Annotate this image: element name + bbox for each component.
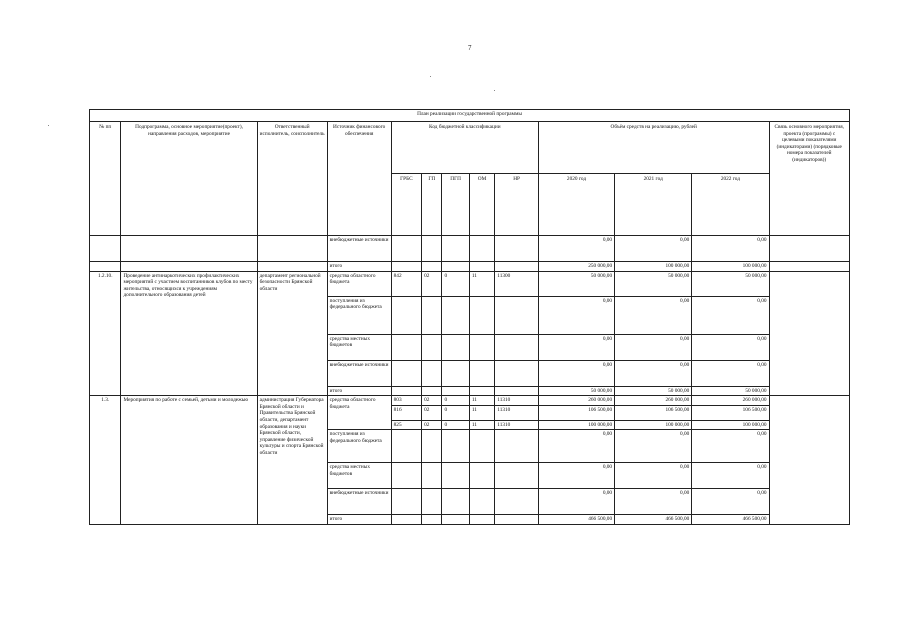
value-2021: 0,00 bbox=[615, 296, 692, 334]
header-om: ОМ bbox=[469, 174, 494, 236]
value-2021: 0,00 bbox=[615, 236, 692, 262]
scan-speck bbox=[48, 125, 49, 126]
header-2020: 2020 год bbox=[538, 174, 614, 236]
source-cell: поступления из федерального бюджета bbox=[327, 296, 391, 334]
source-cell: итого bbox=[327, 262, 391, 272]
value-2021: 50 000,00 bbox=[615, 271, 692, 296]
om-code: 11 bbox=[469, 396, 494, 406]
header-indicator-link: Связь основного мероприятия, проекта (программы) с целевыми показателями (индикаторами) (порядковые номера показателей (индикаторов)) bbox=[769, 122, 850, 236]
value-2020: 106 500,00 bbox=[538, 405, 614, 420]
value-2021: 100 000,00 bbox=[615, 420, 692, 430]
gp-code: 02 bbox=[422, 396, 442, 406]
source-cell: средства областного бюджета bbox=[327, 271, 391, 296]
pgp-code: 0 bbox=[442, 271, 469, 296]
value-2022: 100 000,00 bbox=[692, 262, 769, 272]
value-2022: 0,00 bbox=[692, 236, 769, 262]
scan-speck bbox=[494, 90, 495, 91]
value-2021: 0,00 bbox=[615, 463, 692, 489]
value-2020: 50 000,00 bbox=[538, 386, 614, 396]
page-number: 7 bbox=[468, 44, 472, 52]
value-2020: 0,00 bbox=[538, 236, 614, 262]
header-pgp: ПГП bbox=[442, 174, 469, 236]
value-2020: 50 000,00 bbox=[538, 271, 614, 296]
table-row bbox=[90, 262, 850, 272]
value-2020: 0,00 bbox=[538, 296, 614, 334]
header-2022: 2022 год bbox=[692, 174, 769, 236]
value-2020: 466 500,00 bbox=[538, 515, 614, 525]
table-row bbox=[90, 236, 850, 262]
nr-code: 11310 bbox=[495, 420, 539, 430]
executor: департамент региональной безопасности Брянской области bbox=[257, 271, 327, 396]
om-code: 11 bbox=[469, 420, 494, 430]
source-cell: внебюджетные источники bbox=[327, 360, 391, 386]
source-cell: поступления из федерального бюджета bbox=[327, 430, 391, 463]
value-2020: 100 000,00 bbox=[538, 420, 614, 430]
gp-code: 02 bbox=[422, 405, 442, 420]
pgp-code: 0 bbox=[442, 405, 469, 420]
header-executor: Ответственный исполнитель, соисполнитель bbox=[257, 122, 327, 236]
header-name: Подпрограмма, основное мероприятие(проект), направления расходов, мероприятие bbox=[121, 122, 257, 236]
header-source: Источник финансового обеспечения bbox=[327, 122, 391, 236]
value-2021: 260 000,00 bbox=[615, 396, 692, 406]
value-2022: 106 500,00 bbox=[692, 405, 769, 420]
source-cell: средства областного бюджета bbox=[327, 396, 391, 430]
grbs-code: 842 bbox=[391, 271, 421, 296]
value-2022: 0,00 bbox=[692, 430, 769, 463]
source-cell: внебюджетные источники bbox=[327, 489, 391, 515]
nr-code: 11300 bbox=[495, 271, 539, 296]
value-2022: 466 500,00 bbox=[692, 515, 769, 525]
value-2021: 0,00 bbox=[615, 360, 692, 386]
grbs-code: 803 bbox=[391, 396, 421, 406]
value-2020: 0,00 bbox=[538, 463, 614, 489]
header-gp: ГП bbox=[422, 174, 442, 236]
value-2022: 0,00 bbox=[692, 360, 769, 386]
value-2020: 0,00 bbox=[538, 489, 614, 515]
source-cell: итого bbox=[327, 515, 391, 525]
value-2021: 0,00 bbox=[615, 334, 692, 360]
table-title: План реализации государственной программы bbox=[90, 110, 850, 122]
grbs-code: 816 bbox=[391, 405, 421, 420]
value-2020: 250 000,00 bbox=[538, 262, 614, 272]
pgp-code: 0 bbox=[442, 396, 469, 406]
value-2021: 50 000,00 bbox=[615, 386, 692, 396]
row-number: 1.3. bbox=[90, 396, 121, 525]
value-2021: 0,00 bbox=[615, 430, 692, 463]
om-code: 11 bbox=[469, 405, 494, 420]
grbs-code: 825 bbox=[391, 420, 421, 430]
gp-code: 02 bbox=[422, 420, 442, 430]
value-2022: 0,00 bbox=[692, 334, 769, 360]
value-2021: 106 500,00 bbox=[615, 405, 692, 420]
source-cell: итого bbox=[327, 386, 391, 396]
activity-name: Мероприятия по работе с семьей, детьми и молодежью bbox=[121, 396, 257, 525]
header-grbs: ГРБС bbox=[391, 174, 421, 236]
value-2022: 0,00 bbox=[692, 296, 769, 334]
value-2022: 0,00 bbox=[692, 463, 769, 489]
value-2020: 0,00 bbox=[538, 360, 614, 386]
gp-code: 02 bbox=[422, 271, 442, 296]
value-2022: 50 000,00 bbox=[692, 386, 769, 396]
nr-code: 11310 bbox=[495, 396, 539, 406]
value-2021: 466 500,00 bbox=[615, 515, 692, 525]
table-row bbox=[90, 396, 850, 406]
value-2022: 260 000,00 bbox=[692, 396, 769, 406]
value-2022: 100 000,00 bbox=[692, 420, 769, 430]
activity-name: Проведение антинаркотических профилактических мероприятий с участием воспитанников клубов по месту жительства, относящихся к учреждениям дополнительного образования детей bbox=[121, 271, 257, 396]
header-2021: 2021 год bbox=[615, 174, 692, 236]
pgp-code: 0 bbox=[442, 420, 469, 430]
header-num: № пп bbox=[90, 122, 121, 236]
source-cell: средства местных бюджетов bbox=[327, 334, 391, 360]
executor: администрация Губернатора Брянской области и Правительства Брянской области, департамент образования и науки Брянской области, управление физической культуры и спорта Брянской области bbox=[257, 396, 327, 525]
nr-code: 11310 bbox=[495, 405, 539, 420]
table-row bbox=[90, 271, 850, 296]
value-2021: 0,00 bbox=[615, 489, 692, 515]
header-volume: Объём средств на реализацию, рублей bbox=[538, 122, 769, 174]
value-2022: 50 000,00 bbox=[692, 271, 769, 296]
value-2020: 0,00 bbox=[538, 430, 614, 463]
program-plan-table bbox=[89, 109, 850, 525]
value-2020: 0,00 bbox=[538, 334, 614, 360]
source-cell: средства местных бюджетов bbox=[327, 463, 391, 489]
source-cell: внебюджетные источники bbox=[327, 236, 391, 262]
header-budget-code: Код бюджетной классификации bbox=[391, 122, 538, 174]
value-2021: 100 000,00 bbox=[615, 262, 692, 272]
value-2020: 260 000,00 bbox=[538, 396, 614, 406]
scan-speck bbox=[430, 76, 431, 77]
row-number: 1.2.10. bbox=[90, 271, 121, 396]
header-nr: НР bbox=[495, 174, 539, 236]
om-code: 11 bbox=[469, 271, 494, 296]
value-2022: 0,00 bbox=[692, 489, 769, 515]
